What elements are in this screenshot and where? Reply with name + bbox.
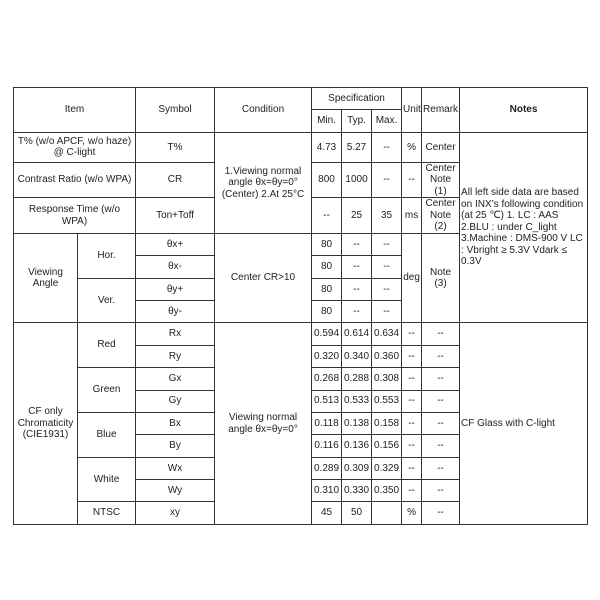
chroma-max: 0.350: [372, 480, 402, 502]
header-condition: Condition: [215, 88, 312, 133]
response-min: --: [312, 198, 342, 234]
optical-condition: 1.Viewing normal angle θx=θy=0° (Center) 2.At 25°C: [215, 132, 312, 233]
chromaticity-notes: CF Glass with C-light: [460, 323, 588, 525]
viewing-typ: --: [342, 278, 372, 300]
chroma-unit: --: [402, 390, 422, 412]
transmittance-remark: Center: [422, 132, 460, 162]
transmittance-max: --: [372, 132, 402, 162]
response-symbol: Ton+Toff: [136, 198, 215, 234]
header-remark: Remark: [422, 88, 460, 133]
viewing-hor: Hor.: [78, 233, 136, 278]
chroma-symbol: Bx: [136, 412, 215, 434]
chroma-symbol: Ry: [136, 345, 215, 367]
chroma-max: 0.553: [372, 390, 402, 412]
viewing-typ: --: [342, 256, 372, 278]
chroma-min: 0.268: [312, 368, 342, 390]
chroma-min: 0.310: [312, 480, 342, 502]
chroma-max: 0.308: [372, 368, 402, 390]
header-specification: Specification: [312, 88, 402, 110]
viewing-unit: deg: [402, 233, 422, 323]
header-typ: Typ.: [342, 110, 372, 132]
chroma-remark: --: [422, 480, 460, 502]
contrast-unit: --: [402, 162, 422, 198]
chroma-max: [372, 502, 402, 524]
header-max: Max.: [372, 110, 402, 132]
chroma-remark: --: [422, 345, 460, 367]
header-item: Item: [14, 88, 136, 133]
chroma-remark: --: [422, 323, 460, 345]
response-unit: ms: [402, 198, 422, 234]
viewing-max: --: [372, 233, 402, 255]
viewing-min: 80: [312, 278, 342, 300]
table-row: [14, 132, 588, 162]
contrast-symbol: CR: [136, 162, 215, 198]
chroma-remark: --: [422, 457, 460, 479]
chroma-max: 0.360: [372, 345, 402, 367]
viewing-max: --: [372, 256, 402, 278]
chroma-symbol: Wx: [136, 457, 215, 479]
chroma-min: 0.320: [312, 345, 342, 367]
chroma-unit: --: [402, 368, 422, 390]
chroma-max: 0.156: [372, 435, 402, 457]
viewing-min: 80: [312, 300, 342, 322]
chroma-symbol: Wy: [136, 480, 215, 502]
viewing-symbol: θy-: [136, 300, 215, 322]
header-unit: Unit: [402, 88, 422, 133]
notes-left: All left side data are based on INX’s following condition (at 25 ℃) 1. LC : AAS 2.BLU : under C_light 3.Machine : DMS-900 V LC : Vbright ≥ 5.3V Vdark ≤ 0.3V: [460, 132, 588, 323]
chromaticity-red: Red: [78, 323, 136, 368]
chroma-unit: --: [402, 345, 422, 367]
chroma-max: 0.634: [372, 323, 402, 345]
chroma-typ: 0.614: [342, 323, 372, 345]
contrast-remark: Center Note (1): [422, 162, 460, 198]
chromaticity-blue: Blue: [78, 412, 136, 457]
chroma-unit: --: [402, 435, 422, 457]
chroma-min: 0.118: [312, 412, 342, 434]
viewing-symbol: θx+: [136, 233, 215, 255]
chroma-unit: --: [402, 412, 422, 434]
chromaticity-condition: Viewing normal angle θx=θy=0°: [215, 323, 312, 525]
viewing-symbol: θy+: [136, 278, 215, 300]
chroma-symbol: By: [136, 435, 215, 457]
chroma-remark: --: [422, 502, 460, 524]
header-row: [14, 88, 588, 110]
chroma-typ: 50: [342, 502, 372, 524]
contrast-min: 800: [312, 162, 342, 198]
chroma-unit: --: [402, 480, 422, 502]
transmittance-typ: 5.27: [342, 132, 372, 162]
chroma-typ: 0.138: [342, 412, 372, 434]
chroma-remark: --: [422, 368, 460, 390]
chroma-typ: 0.340: [342, 345, 372, 367]
specification-table: [13, 87, 588, 525]
contrast-item: Contrast Ratio (w/o WPA): [14, 162, 136, 198]
chroma-max: 0.329: [372, 457, 402, 479]
chroma-symbol: xy: [136, 502, 215, 524]
response-remark: Center Note (2): [422, 198, 460, 234]
response-typ: 25: [342, 198, 372, 234]
viewing-typ: --: [342, 233, 372, 255]
viewing-typ: --: [342, 300, 372, 322]
viewing-max: --: [372, 278, 402, 300]
chromaticity-green: Green: [78, 368, 136, 413]
chroma-typ: 0.533: [342, 390, 372, 412]
chroma-min: 45: [312, 502, 342, 524]
transmittance-item: T% (w/o APCF, w/o haze) @ C-light: [14, 132, 136, 162]
chroma-min: 0.116: [312, 435, 342, 457]
viewing-item: Viewing Angle: [14, 233, 78, 323]
chroma-remark: --: [422, 390, 460, 412]
viewing-symbol: θx-: [136, 256, 215, 278]
chroma-unit: --: [402, 457, 422, 479]
viewing-ver: Ver.: [78, 278, 136, 323]
viewing-max: --: [372, 300, 402, 322]
viewing-min: 80: [312, 256, 342, 278]
chromaticity-ntsc: NTSC: [78, 502, 136, 524]
chromaticity-item: CF only Chromaticity (CIE1931): [14, 323, 78, 525]
chroma-typ: 0.330: [342, 480, 372, 502]
chroma-unit: --: [402, 323, 422, 345]
table-row: [14, 323, 588, 345]
chroma-min: 0.289: [312, 457, 342, 479]
viewing-remark: Note (3): [422, 233, 460, 323]
response-item: Response Time (w/o WPA): [14, 198, 136, 234]
contrast-typ: 1000: [342, 162, 372, 198]
header-symbol: Symbol: [136, 88, 215, 133]
contrast-max: --: [372, 162, 402, 198]
response-max: 35: [372, 198, 402, 234]
chromaticity-white: White: [78, 457, 136, 502]
chroma-symbol: Gx: [136, 368, 215, 390]
chroma-max: 0.158: [372, 412, 402, 434]
header-notes: Notes: [460, 88, 588, 133]
chroma-typ: 0.309: [342, 457, 372, 479]
chroma-remark: --: [422, 435, 460, 457]
chroma-symbol: Rx: [136, 323, 215, 345]
transmittance-symbol: T%: [136, 132, 215, 162]
chroma-unit: %: [402, 502, 422, 524]
chroma-symbol: Gy: [136, 390, 215, 412]
viewing-min: 80: [312, 233, 342, 255]
header-min: Min.: [312, 110, 342, 132]
transmittance-unit: %: [402, 132, 422, 162]
chroma-typ: 0.288: [342, 368, 372, 390]
chroma-min: 0.594: [312, 323, 342, 345]
chroma-typ: 0.136: [342, 435, 372, 457]
chroma-remark: --: [422, 412, 460, 434]
viewing-condition: Center CR>10: [215, 233, 312, 323]
transmittance-min: 4.73: [312, 132, 342, 162]
chroma-min: 0.513: [312, 390, 342, 412]
